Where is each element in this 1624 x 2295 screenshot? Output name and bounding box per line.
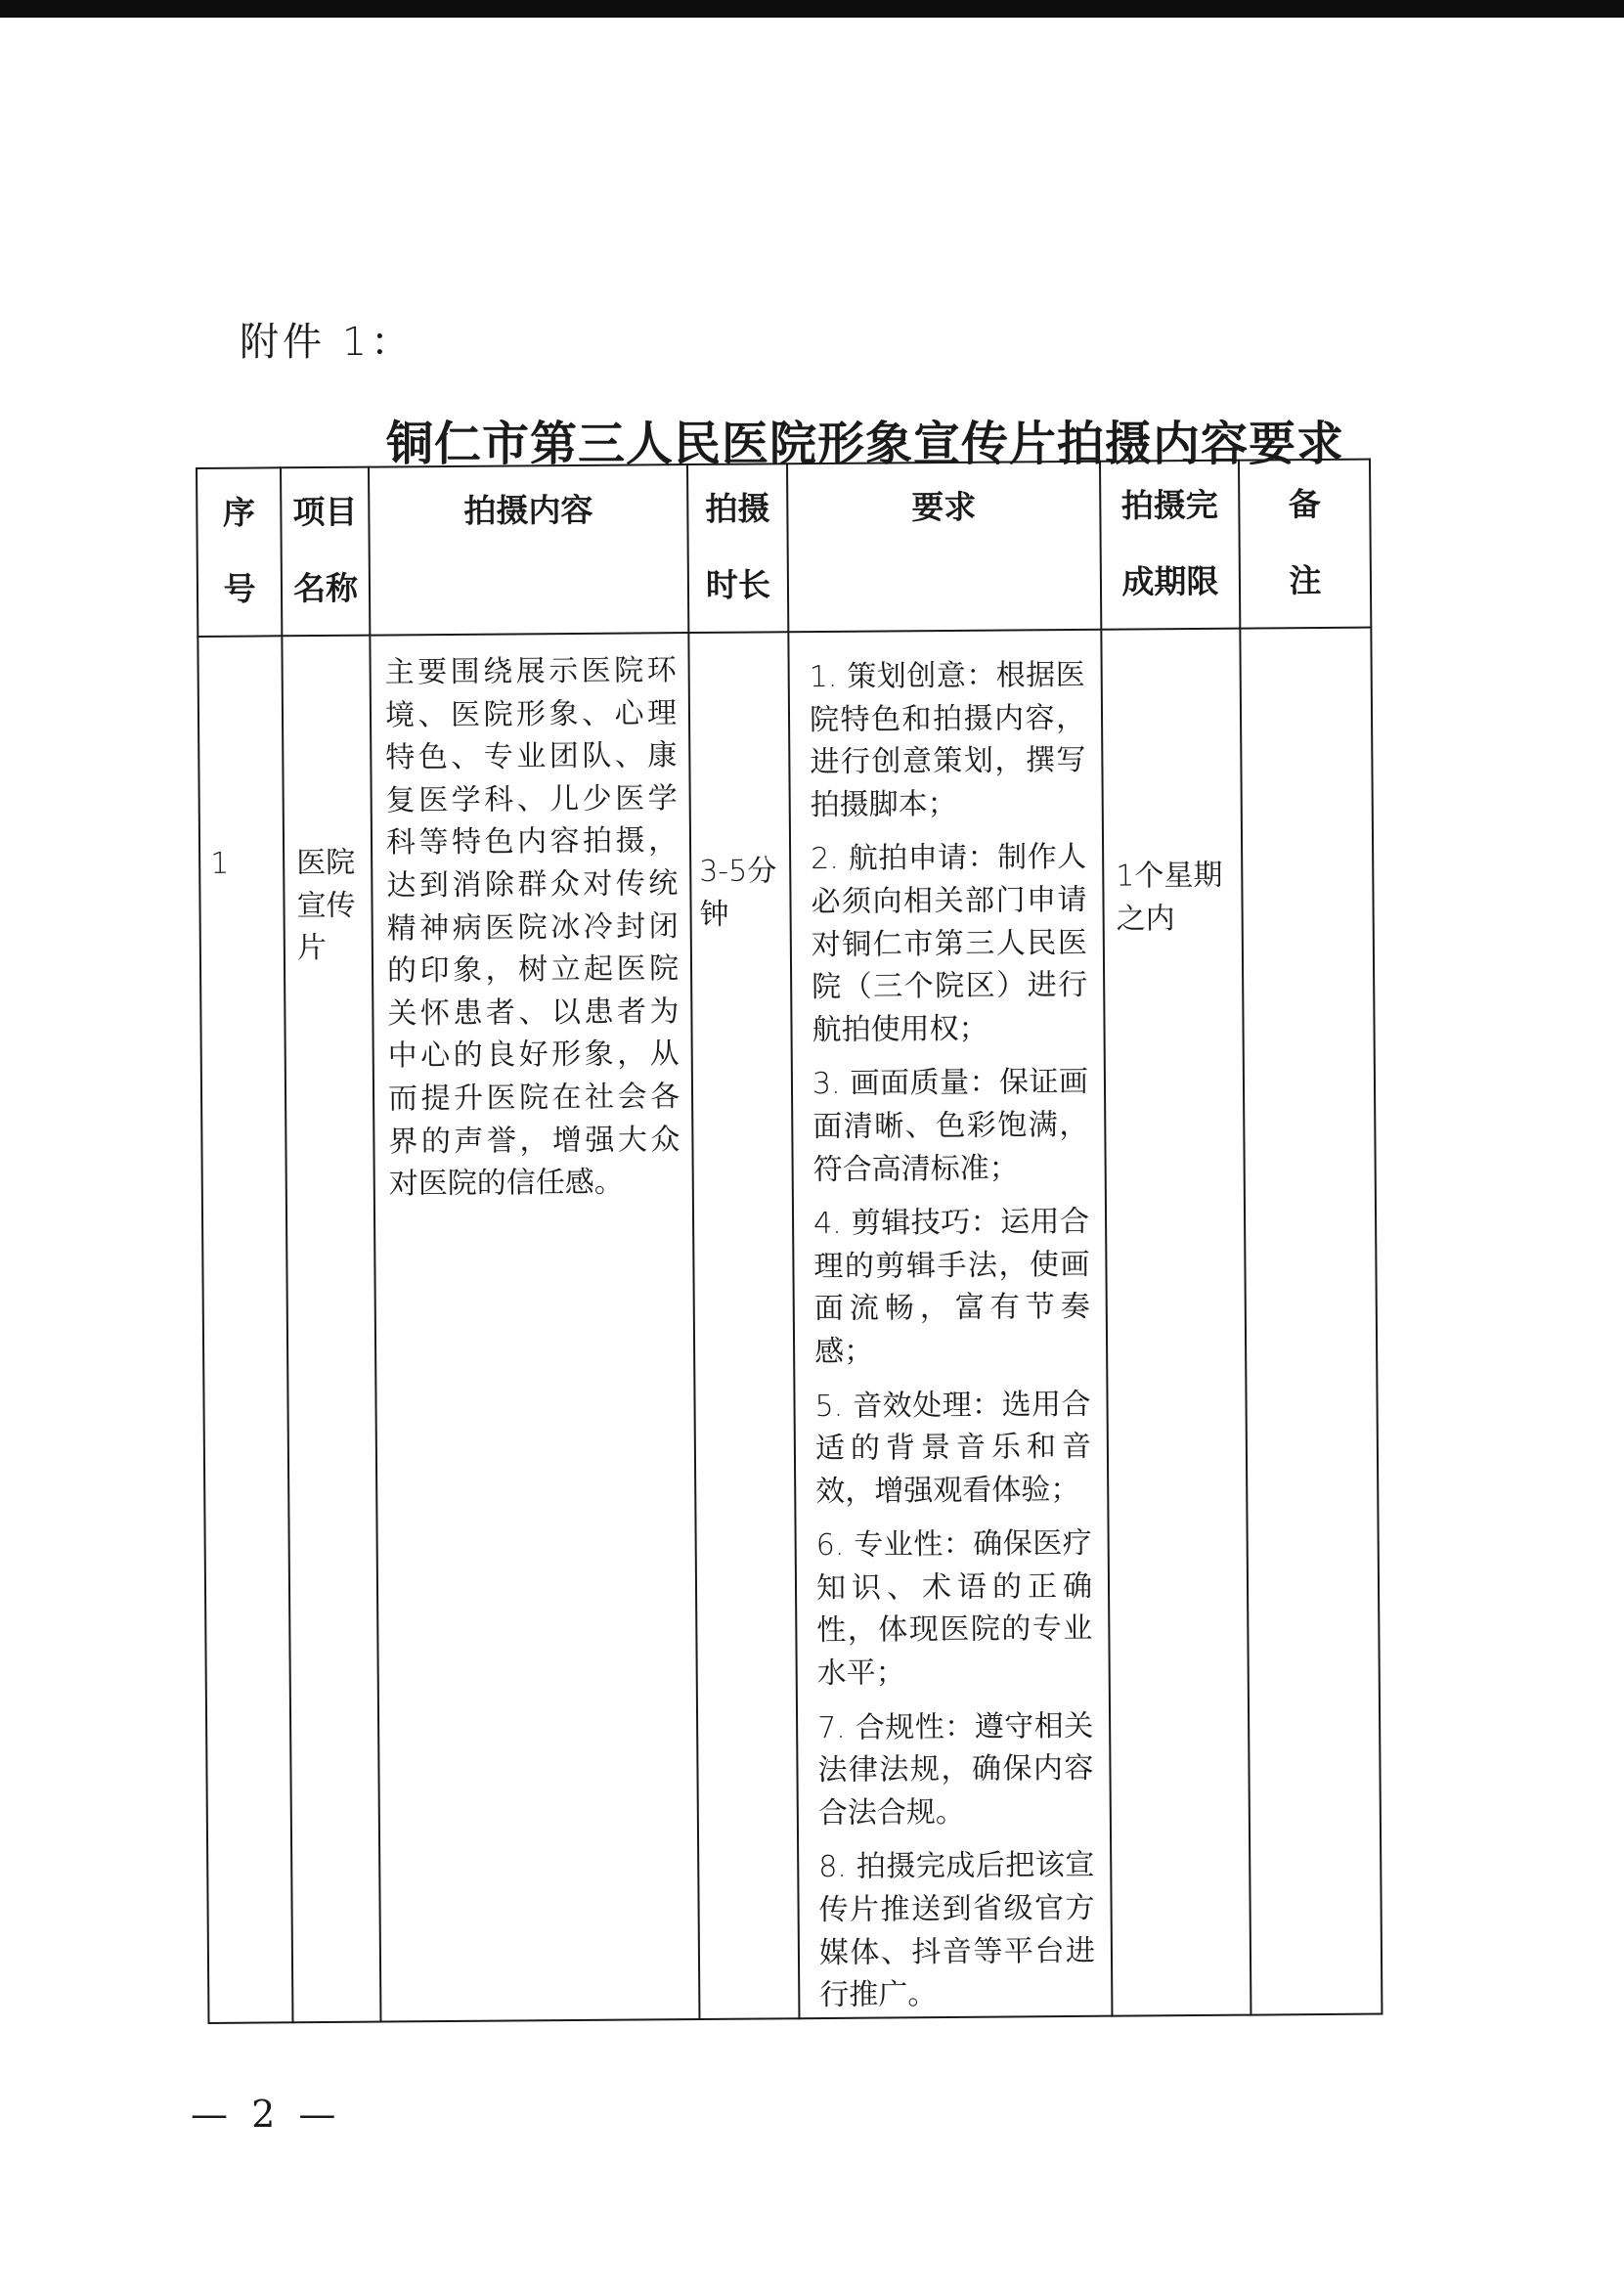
requirement-item: 6. 专业性：确保医疗知识、术语的正确性，体现医院的专业水平；	[815, 1526, 1093, 1692]
header-name-line-1: 项目	[292, 492, 358, 532]
header-content	[369, 464, 688, 636]
header-remarks-line-2: 注	[1289, 560, 1322, 600]
requirement-item: 3. 画面质量：保证画面清晰、色彩饱满，符合高清标准；	[812, 1065, 1089, 1187]
table-header-row	[197, 460, 1371, 637]
header-deadline-line-1: 拍摄完	[1120, 485, 1218, 525]
row-index-text: 1	[210, 846, 230, 881]
requirement-item: 5. 音效处理：选用合适的背景音乐和音效，增强观看体验；	[814, 1387, 1092, 1509]
duration-text: 3-5分钟	[699, 854, 777, 932]
requirement-item: 4. 剪辑技巧：运用合理的剪辑手法，使画面流畅，富有节奏感；	[812, 1204, 1090, 1369]
requirement-item: 2. 航拍申请：制作人必须向相关部门申请对铜仁市第三人民医院（三个院区）进行航拍使用权；	[811, 840, 1088, 1047]
header-requirements-line-1: 要求	[911, 487, 977, 527]
header-requirements	[787, 462, 1101, 633]
shooting-content-text: 主要围绕展示医院环境、医院形象、心理特色、专业团队、康复医学科、儿少医学科等特色内容拍摄，达到消除群众对传统精神病医院冰冷封闭的印象，树立起医院关怀患者、以患者为中心的良好形象，从而提升医院在社会各界的声誉，增强大众对医院的信任感。	[384, 653, 680, 1202]
requirement-item: 8. 拍摄完成后把该宣传片推送到省级官方媒体、抖音等平台进行推广。	[818, 1848, 1096, 2013]
header-remarks-line-1: 备	[1288, 484, 1321, 524]
requirement-item: 1. 策划创意：根据医院特色和拍摄内容，进行创意策划，撰写拍摄脚本；	[809, 657, 1086, 822]
header-name-line-2: 名称	[292, 568, 359, 608]
header-duration-line-1: 拍摄	[705, 489, 770, 528]
requirements-list	[789, 631, 1111, 2017]
project-name-text: 医院宣传片	[296, 845, 356, 966]
table-row	[198, 628, 1382, 2023]
header-content-line-1: 拍摄内容	[463, 490, 593, 530]
scan-top-edge	[0, 0, 1624, 18]
cell-requirements	[788, 630, 1112, 2018]
header-index-line-2: 号	[223, 569, 256, 608]
requirement-item: 7. 合规性：遵守相关法律法规，确保内容合法合规。	[817, 1708, 1094, 1831]
page-number: — 2 —	[191, 2093, 342, 2136]
deadline-text: 1个星期之内	[1116, 858, 1223, 937]
requirements-table	[196, 459, 1383, 2024]
header-duration-line-2: 时长	[705, 565, 771, 604]
header-name	[281, 467, 370, 637]
header-remarks	[1239, 460, 1371, 629]
cell-remarks	[1240, 628, 1382, 2015]
header-duration	[687, 463, 788, 633]
document-title: 铜仁市第三人民医院形象宣传片拍摄内容要求	[386, 417, 1345, 471]
header-deadline-line-2: 成期限	[1121, 561, 1219, 601]
header-deadline	[1100, 461, 1240, 630]
cell-project-name	[282, 636, 380, 2022]
cell-deadline	[1101, 629, 1251, 2016]
header-index	[197, 467, 282, 637]
attachment-label: 附件 1：	[240, 320, 415, 365]
cell-duration	[688, 632, 799, 2019]
cell-index	[198, 636, 292, 2022]
cell-shooting-content	[370, 633, 699, 2021]
header-index-line-1: 序	[222, 493, 256, 532]
